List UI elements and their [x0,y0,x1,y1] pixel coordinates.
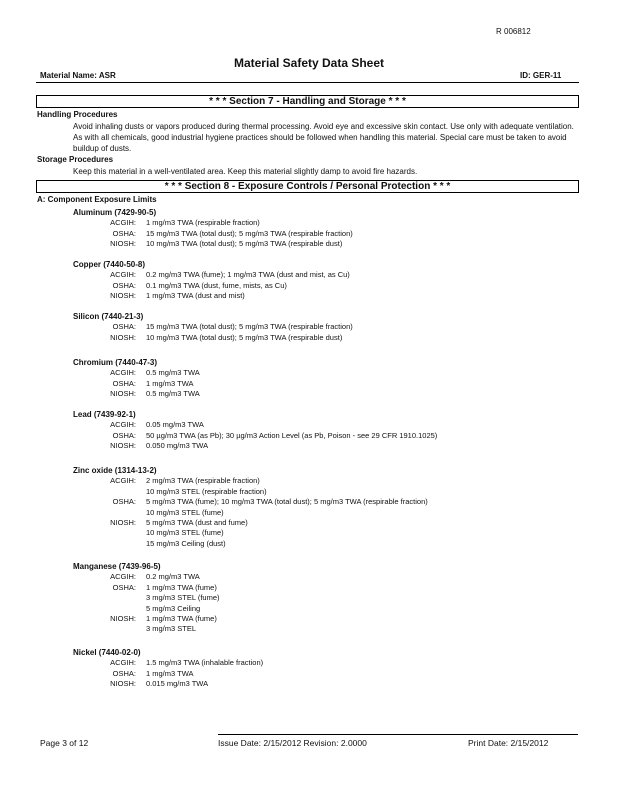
reference-number: R 006812 [496,27,531,36]
agency-label: OSHA: [112,280,136,290]
agency-label: OSHA: [112,430,136,440]
limit-value: 0.1 mg/m3 TWA (dust, fume, mists, as Cu) [146,280,287,290]
limit-value: 5 mg/m3 TWA (fume); 10 mg/m3 TWA (total dust); 5 mg/m3 TWA (respirable fraction) [146,497,428,507]
limit-value: 0.05 mg/m3 TWA [146,420,204,430]
agency-label: NIOSH: [110,291,136,301]
agency-label: NIOSH: [110,389,136,399]
component-name: Copper (7440-50-8) [73,260,146,269]
agency-label: OSHA: [112,228,136,238]
limit-value: 0.015 mg/m3 TWA [146,679,209,689]
print-date: Print Date: 2/15/2012 [468,738,549,748]
limit-value: 5 mg/m3 Ceiling [146,603,201,613]
handling-procedures-title: Handling Procedures [37,110,118,119]
handling-procedures-text: Avoid inhaling dusts or vapors produced during thermal processing. Avoid eye and excessive skin contact. Use only with adequate ventilation. As with all chemicals, good industrial hygiene practices should be followed when handling this material. Special care must be taken to avoid buildup of dusts. [73,122,574,153]
limit-value: 1 mg/m3 TWA [146,668,194,678]
agency-label: ACGIH: [110,368,136,378]
limit-value: 10 mg/m3 STEL (fume) [146,528,224,538]
agency-label: NIOSH: [110,441,136,451]
agency-label: OSHA: [112,582,136,592]
component-name: Silicon (7440-21-3) [73,312,144,321]
limit-value: 10 mg/m3 STEL (fume) [146,507,224,517]
issue-date: Issue Date: 2/15/2012 Revision: 2.0000 [218,738,367,748]
limit-value: 0.050 mg/m3 TWA [146,441,209,451]
limit-value: 0.5 mg/m3 TWA [146,368,200,378]
header-divider [36,82,579,83]
limit-value: 10 mg/m3 TWA (total dust); 5 mg/m3 TWA (respirable dust) [146,332,343,342]
page-number: Page 3 of 12 [40,738,89,748]
component-name: Manganese (7439-96-5) [73,562,161,571]
agency-label: NIOSH: [110,614,136,623]
component-name: Chromium (7440-47-3) [73,358,158,367]
agency-label: OSHA: [112,322,136,332]
component-name: Zinc oxide (1314-13-2) [73,466,157,475]
component-limits-title: A: Component Exposure Limits [37,195,157,204]
agency-label: OSHA: [112,497,136,507]
agency-label: NIOSH: [110,332,136,342]
limit-value: 3 mg/m3 STEL (fume) [146,593,220,603]
agency-label: NIOSH: [110,239,136,249]
agency-label: OSHA: [112,668,136,678]
limit-value: 1 mg/m3 TWA (dust and mist) [146,291,245,301]
agency-label: NIOSH: [110,679,136,689]
limit-value: 50 µg/m3 TWA (as Pb); 30 µg/m3 Action Level (as Pb, Poison - see 29 CFR 1910.1025) [146,430,438,440]
agency-label: ACGIH: [110,218,136,228]
limit-value: 1 mg/m3 TWA (fume) [146,614,217,623]
limit-value: 15 mg/m3 TWA (total dust); 5 mg/m3 TWA (respirable fraction) [146,228,353,238]
limit-value: 10 mg/m3 STEL (respirable fraction) [146,486,267,496]
section8-header: * * * Section 8 - Exposure Controls / Personal Protection * * * [36,180,579,193]
component-name: Nickel (7440-02-0) [73,648,141,657]
document-id: ID: GER-11 [520,71,562,80]
limit-value: 1.5 mg/m3 TWA (inhalable fraction) [146,658,264,668]
limit-value: 1 mg/m3 TWA (respirable fraction) [146,218,260,228]
component-name: Lead (7439-92-1) [73,410,136,419]
limit-value: 1 mg/m3 TWA (fume) [146,582,217,592]
page-title: Material Safety Data Sheet [233,56,385,70]
limit-value: 0.5 mg/m3 TWA [146,389,200,399]
agency-label: ACGIH: [110,572,136,582]
limit-value: 5 mg/m3 TWA (dust and fume) [146,518,248,527]
agency-label: ACGIH: [110,270,136,280]
footer-divider [218,734,578,735]
agency-label: ACGIH: [110,476,136,486]
limit-value: 15 mg/m3 Ceiling (dust) [146,538,226,548]
material-name: Material Name: ASR [40,71,116,80]
storage-procedures-text: Keep this material in a well-ventilated area. Keep this material slightly damp to avoid fire hazards. [73,167,418,176]
limit-value: 15 mg/m3 TWA (total dust); 5 mg/m3 TWA (respirable fraction) [146,322,353,332]
agency-label: ACGIH: [110,658,136,668]
agency-label: ACGIH: [110,420,136,430]
agency-label: NIOSH: [110,518,136,527]
storage-procedures-title: Storage Procedures [37,155,114,164]
limit-value: 0.2 mg/m3 TWA (fume); 1 mg/m3 TWA (dust and mist, as Cu) [146,270,350,280]
agency-label: OSHA: [112,378,136,388]
limit-value: 10 mg/m3 TWA (total dust); 5 mg/m3 TWA (respirable dust) [146,239,343,249]
limit-value: 0.2 mg/m3 TWA [146,572,200,582]
limit-value: 1 mg/m3 TWA [146,378,194,388]
section7-header: * * * Section 7 - Handling and Storage * * * [36,95,579,108]
limit-value: 2 mg/m3 TWA (respirable fraction) [146,476,260,486]
limit-value: 3 mg/m3 STEL [146,624,197,634]
component-name: Aluminum (7429-90-5) [73,208,157,217]
